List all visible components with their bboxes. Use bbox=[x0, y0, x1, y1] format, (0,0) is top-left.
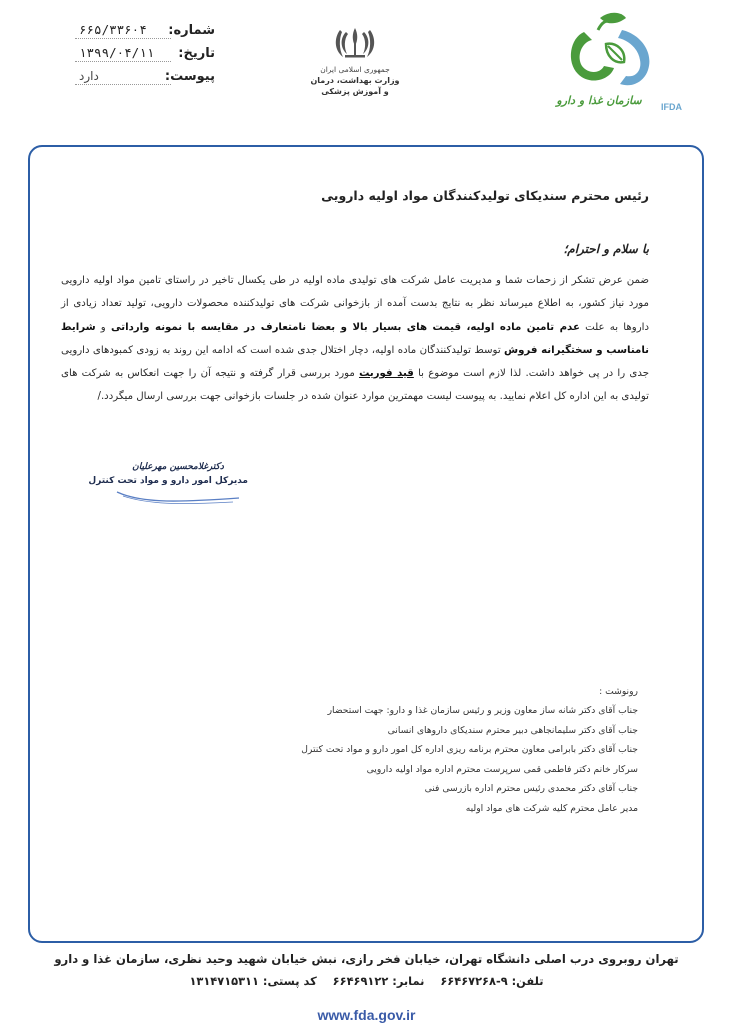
body-emphasis-urgency: قید فوریت bbox=[359, 368, 414, 380]
letter-footer bbox=[0, 948, 733, 1028]
cc-item: جناب آقای دکتر شانه ساز معاون وزیر و رئیس سازمان غذا و دارو: جهت استحضار bbox=[327, 705, 638, 716]
letter-body bbox=[61, 269, 649, 409]
cc-item: مدیر عامل محترم کلیه شرکت های مواد اولیه bbox=[465, 802, 638, 814]
signer-name: دکترغلامحسین مهرعلیان bbox=[132, 462, 224, 472]
signature-block bbox=[88, 460, 248, 506]
body-text-part3: توسط تولیدکنندگان ماده اولیه، دچار اختلال جدی شده است که ادامه این روند به زودی کمبودهای دارویی جدی را در پی خواهد داشت. لذا لازم است موضوع با bbox=[61, 344, 649, 380]
ministry-name-line2: و آموزش پزشکی bbox=[321, 87, 389, 96]
letter-number-value: ۶۶۵/۳۳۶۰۴ bbox=[75, 22, 171, 39]
footer-website-link[interactable]: www.fda.gov.ir bbox=[317, 1007, 416, 1023]
letter-date-value: ۱۳۹۹/۰۴/۱۱ bbox=[75, 45, 171, 62]
ministry-name-line1: وزارت بهداشت، درمان bbox=[310, 76, 400, 85]
letter-attachment-row bbox=[75, 68, 215, 91]
body-text-part1: ضمن عرض تشکر از زحمات شما و مدیریت عامل شرکت های تولیدی ماده اولیه در طی یکسال تاخیر در راستای تامین مواد اولیه دارویی مورد نیاز کشور، به اطلاع میرساند نظر به نتایج بدست آمده از بازخوانی شرکت های تولیدکننده محصولات دارویی، تولید تعداد زیادی از داروها به علت bbox=[61, 275, 649, 333]
letter-date-row bbox=[75, 45, 215, 68]
ifda-logo bbox=[540, 8, 690, 116]
cc-heading: رونوشت : bbox=[599, 686, 638, 697]
ifda-name-fa: سازمان غذا و دارو bbox=[556, 94, 642, 107]
cc-item: جناب آقای دکتر محمدی رئیس محترم اداره بازرسی فنی bbox=[424, 783, 638, 794]
letter-meta bbox=[75, 22, 215, 91]
footer-phone: تلفن: ۹-۶۶۴۶۷۲۶۸ bbox=[440, 974, 544, 988]
letter-frame bbox=[28, 145, 704, 943]
cc-section bbox=[218, 682, 638, 818]
ifda-logo-icon bbox=[540, 8, 690, 98]
footer-fax: نمابر: ۶۶۴۶۹۱۲۲ bbox=[332, 974, 425, 988]
iran-emblem-icon bbox=[331, 26, 379, 60]
body-text-part4: مورد بررسی قرار گرفته و نتیجه آن را جهت انعکاس به شرکت های تولیدی به این اداره کل اعلام نمایید. به پیوست لیست مهمترین موارد عنوان شده در جلسات بازخوانی جهت بررسی ارسال میگردد./ bbox=[61, 368, 649, 403]
ifda-name-en: IFDA bbox=[661, 102, 682, 112]
letter-greeting: با سلام و احترام؛ bbox=[563, 242, 649, 256]
letter-attachment-label: پیوست: bbox=[164, 69, 215, 84]
body-text-part2: و bbox=[95, 321, 111, 333]
letter-number-label: شماره: bbox=[168, 23, 215, 38]
ministry-header bbox=[290, 26, 420, 97]
footer-postal-code: کد پستی: ۱۳۱۴۷۱۵۳۱۱ bbox=[189, 974, 317, 988]
letter-recipient: رئیس محترم سندیکای تولیدکنندگان مواد اولیه دارویی bbox=[321, 188, 649, 203]
signature-stroke-icon bbox=[113, 486, 243, 506]
footer-contact bbox=[0, 970, 733, 992]
cc-item: سرکار خانم دکتر فاطمی قمی سرپرست محترم اداره مواد اولیه دارویی bbox=[366, 763, 638, 775]
body-emphasis-sales-terms: شرایط نامناسب و سختگیرانه فروش bbox=[61, 321, 649, 356]
body-emphasis-supply: عدم تامین ماده اولیه، قیمت های بسیار بالا و بعضا نامتعارف در مقایسه با نمونه وارداتی bbox=[110, 321, 580, 333]
letter-attachment-value: دارد bbox=[75, 68, 171, 85]
cc-list bbox=[218, 701, 638, 818]
footer-address: تهران روبروی درب اصلی دانشگاه تهران، خیابان فخر رازی، نبش خیابان شهید وحید نظری، سازمان غذا و دارو bbox=[54, 952, 679, 966]
letter-number-row bbox=[75, 22, 215, 45]
letter-date-label: تاریخ: bbox=[178, 46, 215, 61]
signer-title: مدیرکل امور دارو و مواد تحت کنترل bbox=[88, 476, 248, 486]
cc-item: جناب آقای دکتر سلیمانجاهی دبیر محترم سندیکای داروهای انسانی bbox=[387, 724, 638, 736]
cc-item: جناب آقای دکتر بابرامی معاون محترم برنامه ریزی اداره کل امور دارو و مواد تحت کنترل bbox=[301, 744, 638, 755]
country-name: جمهوری اسلامی ایران bbox=[320, 65, 390, 74]
